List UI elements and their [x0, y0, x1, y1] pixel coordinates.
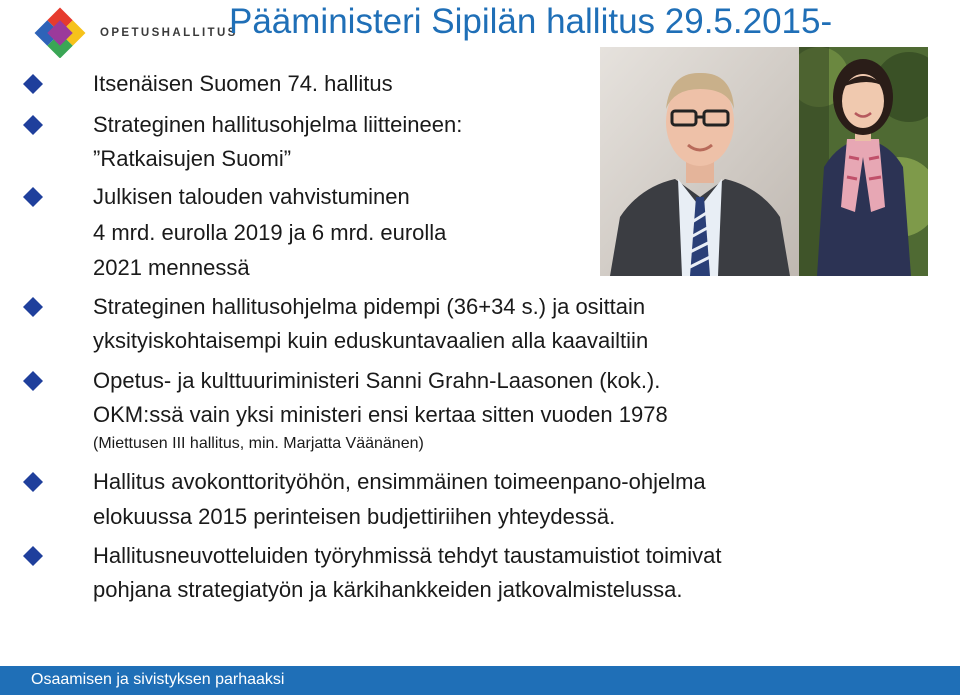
bullet-5-line-2: OKM:ssä vain yksi ministeri ensi kertaa sitten vuoden 1978 [93, 402, 668, 427]
bullet-7-line-2: pohjana strategiatyön ja kärkihankkeiden jatkovalmistelussa. [93, 577, 683, 602]
bullet-4-line-1: Strateginen hallitusohjelma pidempi (36+34 s.) ja osittain [93, 294, 646, 319]
bullet-4-line-2: yksityiskohtaisempi kuin eduskuntavaalien alla kaavailtiin [93, 328, 649, 353]
bullet-3-line-3: 2021 mennessä [93, 255, 250, 280]
opetushallitus-logo [30, 6, 238, 58]
bullet-3-line-2: 4 mrd. eurolla 2019 ja 6 mrd. eurolla [93, 220, 447, 245]
diamond-bullet-icon [22, 545, 44, 567]
diamond-bullet-icon [22, 471, 44, 493]
logo-mark-icon [30, 6, 90, 58]
diamond-bullet-icon [22, 186, 44, 208]
portrait-photo-minister [799, 47, 928, 276]
diamond-bullet-icon [22, 73, 44, 95]
bullet-2-line-1: Strateginen hallitusohjelma liitteineen: [93, 112, 463, 137]
portrait-photo-prime-minister [600, 47, 799, 276]
diamond-bullet-icon [22, 114, 44, 136]
bullet-5-line-1: Opetus- ja kulttuuriministeri Sanni Grahn-Laasonen (kok.). [93, 368, 661, 393]
bullet-2-line-2: ”Ratkaisujen Suomi” [93, 146, 292, 171]
diamond-bullet-icon [22, 370, 44, 392]
slide-title: Pääministeri Sipilän hallitus 29.5.2015- [229, 2, 833, 41]
footer-slogan: Osaamisen ja sivistyksen parhaaksi [31, 671, 285, 688]
bullet-6-line-1: Hallitus avokonttorityöhön, ensimmäinen toimeenpano-ohjelma [93, 469, 706, 494]
bullet-5-note: (Miettusen III hallitus, min. Marjatta Väänänen) [93, 435, 424, 452]
diamond-bullet-icon [22, 296, 44, 318]
logo-text: OPETUSHALLITUS [100, 27, 238, 39]
bullet-3-line-1: Julkisen talouden vahvistuminen [93, 184, 410, 209]
bullet-6-line-2: elokuussa 2015 perinteisen budjettiriihen yhteydessä. [93, 504, 616, 529]
footer-bar [0, 666, 960, 695]
bullet-1-line-1: Itsenäisen Suomen 74. hallitus [93, 71, 393, 96]
bullet-7-line-1: Hallitusneuvotteluiden työryhmissä tehdyt taustamuistiot toimivat [93, 543, 722, 568]
